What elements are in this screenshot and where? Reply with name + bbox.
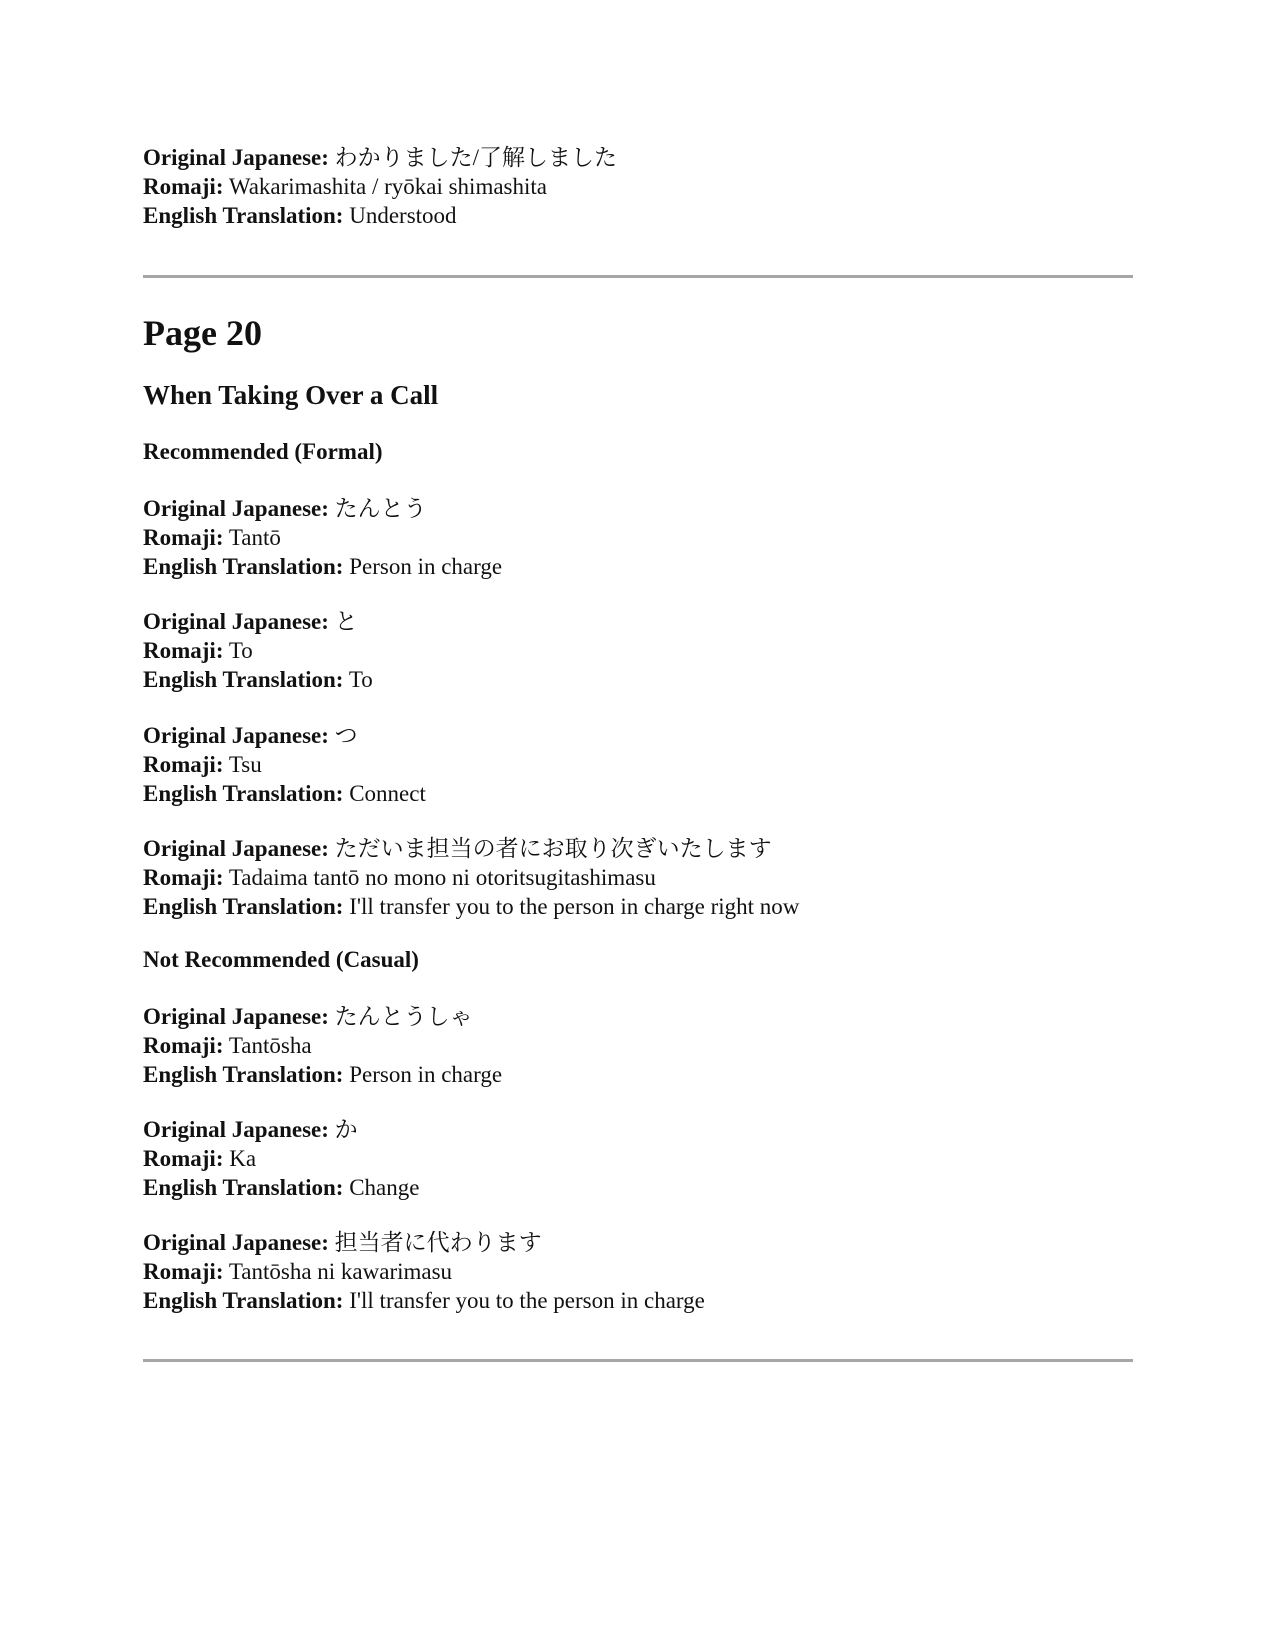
romaji-label: Romaji: bbox=[143, 865, 224, 890]
romaji-line bbox=[143, 750, 1133, 779]
english-line bbox=[143, 1286, 1133, 1315]
english-label: English Translation: bbox=[143, 894, 344, 919]
romaji-label: Romaji: bbox=[143, 638, 224, 663]
japanese-text: わかりました/了解しました bbox=[334, 145, 618, 170]
english-label: English Translation: bbox=[143, 203, 344, 228]
romaji-text: Tadaima tantō no mono ni otoritsugitashimasu bbox=[228, 865, 656, 890]
english-label: English Translation: bbox=[143, 1175, 344, 1200]
english-text: Person in charge bbox=[349, 554, 503, 579]
english-line bbox=[143, 1060, 1133, 1089]
japanese-text: たんとう bbox=[334, 496, 427, 521]
romaji-label: Romaji: bbox=[143, 1259, 224, 1284]
english-line bbox=[143, 1173, 1133, 1202]
romaji-label: Romaji: bbox=[143, 174, 224, 199]
phrase-entry bbox=[143, 834, 1133, 921]
phrase-entry bbox=[143, 1002, 1133, 1089]
english-text: I'll transfer you to the person in charge right now bbox=[349, 894, 800, 919]
english-text: To bbox=[348, 667, 373, 692]
english-text: Understood bbox=[349, 203, 457, 228]
japanese-text: と bbox=[334, 609, 358, 634]
japanese-line bbox=[143, 721, 1133, 750]
section-title: When Taking Over a Call bbox=[143, 380, 439, 410]
japanese-line bbox=[143, 607, 1133, 636]
japanese-line bbox=[143, 1115, 1133, 1144]
english-text: Connect bbox=[349, 781, 426, 806]
romaji-label: Romaji: bbox=[143, 1146, 224, 1171]
japanese-label: Original Japanese: bbox=[143, 723, 329, 748]
english-text: Change bbox=[349, 1175, 420, 1200]
romaji-line bbox=[143, 1031, 1133, 1060]
phrase-entry bbox=[143, 1115, 1133, 1202]
romaji-line bbox=[143, 172, 1133, 201]
japanese-label: Original Japanese: bbox=[143, 836, 329, 861]
romaji-label: Romaji: bbox=[143, 1033, 224, 1058]
recommended-heading: Recommended (Formal) bbox=[143, 439, 383, 464]
english-text: I'll transfer you to the person in charge bbox=[349, 1288, 705, 1313]
japanese-line bbox=[143, 494, 1133, 523]
horizontal-divider bbox=[143, 275, 1133, 278]
japanese-text: たんとうしゃ bbox=[334, 1004, 473, 1029]
romaji-text: Ka bbox=[229, 1146, 257, 1171]
english-line bbox=[143, 892, 1133, 921]
english-label: English Translation: bbox=[143, 554, 344, 579]
horizontal-divider bbox=[143, 1359, 1133, 1362]
romaji-line bbox=[143, 636, 1133, 665]
romaji-text: Tantōsha bbox=[228, 1033, 312, 1058]
not-recommended-heading: Not Recommended (Casual) bbox=[143, 947, 419, 972]
romaji-text: Tantō bbox=[228, 525, 281, 550]
romaji-line bbox=[143, 863, 1133, 892]
japanese-label: Original Japanese: bbox=[143, 145, 329, 170]
english-label: English Translation: bbox=[143, 1062, 344, 1087]
japanese-line bbox=[143, 1228, 1133, 1257]
japanese-line bbox=[143, 834, 1133, 863]
phrase-entry bbox=[143, 1228, 1133, 1315]
english-line bbox=[143, 779, 1133, 808]
japanese-text: ただいま担当の者にお取り次ぎいたします bbox=[334, 836, 772, 861]
romaji-line bbox=[143, 1257, 1133, 1286]
english-line bbox=[143, 665, 1133, 694]
romaji-label: Romaji: bbox=[143, 525, 224, 550]
romaji-line bbox=[143, 523, 1133, 552]
english-label: English Translation: bbox=[143, 781, 344, 806]
english-label: English Translation: bbox=[143, 667, 344, 692]
phrase-entry bbox=[143, 607, 1133, 694]
romaji-line bbox=[143, 1144, 1133, 1173]
english-line bbox=[143, 552, 1133, 581]
japanese-label: Original Japanese: bbox=[143, 609, 329, 634]
japanese-label: Original Japanese: bbox=[143, 1230, 329, 1255]
japanese-label: Original Japanese: bbox=[143, 1117, 329, 1142]
phrase-entry bbox=[143, 494, 1133, 581]
japanese-line bbox=[143, 1002, 1133, 1031]
english-text: Person in charge bbox=[349, 1062, 503, 1087]
japanese-text: か bbox=[334, 1117, 358, 1142]
english-label: English Translation: bbox=[143, 1288, 344, 1313]
phrase-entry-understood bbox=[143, 143, 1133, 230]
romaji-text: To bbox=[228, 638, 253, 663]
romaji-text: Tantōsha ni kawarimasu bbox=[228, 1259, 453, 1284]
romaji-text: Tsu bbox=[228, 752, 262, 777]
phrase-entry bbox=[143, 721, 1133, 808]
japanese-text: 担当者に代わります bbox=[334, 1230, 542, 1255]
japanese-label: Original Japanese: bbox=[143, 496, 329, 521]
romaji-text: Wakarimashita / ryōkai shimashita bbox=[228, 174, 547, 199]
japanese-line bbox=[143, 143, 1133, 172]
page-title: Page 20 bbox=[143, 313, 262, 353]
japanese-text: つ bbox=[334, 723, 358, 748]
romaji-label: Romaji: bbox=[143, 752, 224, 777]
japanese-label: Original Japanese: bbox=[143, 1004, 329, 1029]
english-line bbox=[143, 201, 1133, 230]
